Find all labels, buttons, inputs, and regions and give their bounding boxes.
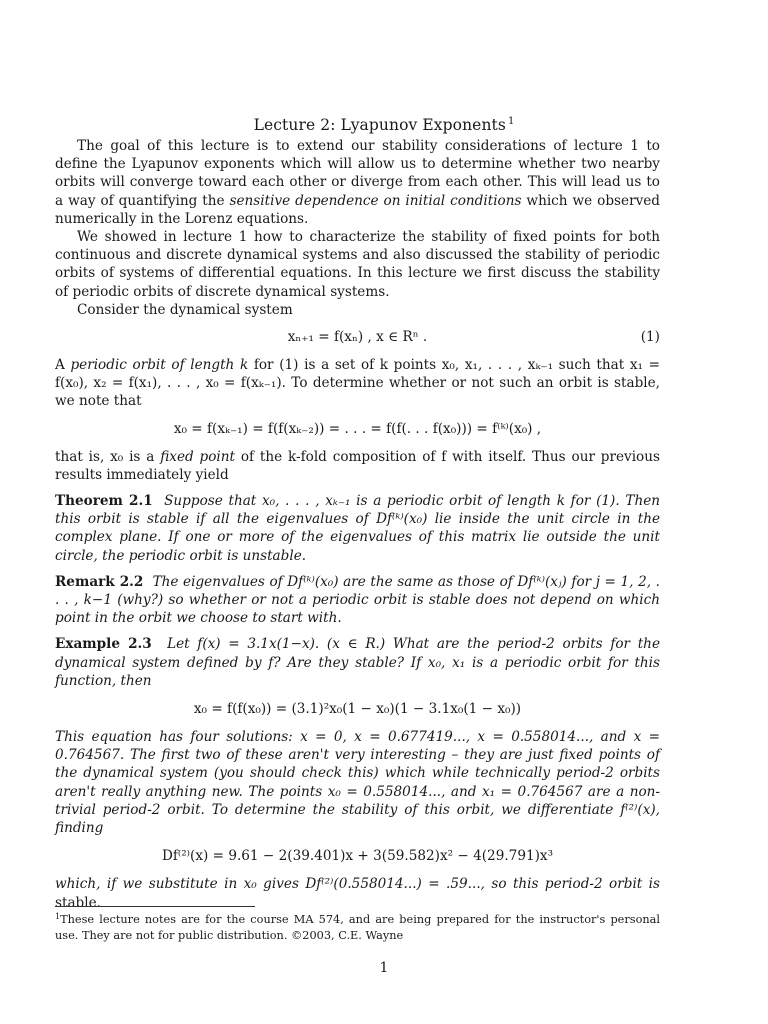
example-solutions: This equation has four solutions: x = 0, x = 0.677419..., x = 0.558014..., and x = 0.764567. The first two of these aren't very interesting – they are just fixed points of the dynamical system (you should check this) which while technically period-2 orbits aren't really anything new. The points x₀ = 0.558014..., and x₁ = 0.764567 are a non-trivial period-2 orbit. To determine the stability of this orbit, we differentiate f⁽²⁾(x), finding [55, 729, 660, 837]
footnote-divider [55, 906, 255, 907]
emphasis-text: sensitive dependence on initial conditions [229, 192, 522, 209]
text-span: which, if we substitute in x₀ gives Df⁽²⁾(0.558014...) = .59..., so this period-2 orbit is [55, 876, 660, 893]
paragraph-periodic-orbit [55, 356, 660, 411]
footnote [55, 909, 660, 943]
equation-1-body: xₙ₊₁ = f(xₙ) , x ∈ Rⁿ . [287, 329, 428, 346]
paragraph-intro [55, 137, 660, 228]
theorem-text: Suppose that x₀, . . . , xₖ₋₁ is a periodic orbit of length k for (1). Then this orbit is stable if all the eigenvalues of Df⁽ᵏ⁾(x₀) lie inside the unit circle in the complex plane. If one or more of the eigenvalues of this matrix lie outside the unit circle, the periodic orbit is unstable. [55, 493, 660, 564]
text-span: for (1) is a set of k points x₀, x₁, . . . , xₖ₋₁ such that x₁ = f(x₀), x₂ = f(x₁), . . . , x₀ = f(xₖ₋₁). To determine whether or not such an orbit is stable, we note that [55, 357, 660, 410]
example-text: Let f(x) = 3.1x(1−x). (x ∈ R.) What are the period-2 orbits for the dynamical system defined by f? Are they stable? If x₀, x₁ is a periodic orbit for this function, then [55, 636, 660, 689]
theorem-heading: Theorem 2.1 [55, 493, 153, 510]
example-2-3 [55, 635, 660, 690]
emphasis-text: periodic orbit of length k [70, 357, 249, 374]
equation-text: x₀ = f(f(x₀)) = (3.1)²x₀(1 − x₀)(1 − 3.1x₀(1 − x₀)) [193, 701, 522, 718]
remark-text: The eigenvalues of Df⁽ᵏ⁾(x₀) are the same as those of Df⁽ᵏ⁾(xⱼ) for j = 1, 2, . . . , k−1 (why?) so whether or not a periodic orbit is stable does not depend on which point in the orbit we choose to start with. [55, 573, 660, 627]
footnote-text: These lecture notes are for the course MA 574, and are being prepared for the instructor's personal use. They are not for public distribution. ©2003, C.E. Wayne [55, 913, 660, 942]
remark-2-2 [55, 573, 660, 628]
equation-text: Df⁽²⁾(x) = 9.61 − 2(39.401)x + 3(59.582)x² − 4(29.791)x³ [161, 848, 554, 865]
equation-1 [55, 326, 660, 348]
paragraph-consider: Consider the dynamical system [77, 301, 293, 318]
text-span: that is, x₀ is a [55, 448, 161, 465]
text-span: of the k-fold composition of f with itself. Thus our previous results immediately yield [55, 448, 660, 483]
equation-2 [55, 418, 660, 440]
page-number: 1 [379, 960, 389, 976]
main-text [55, 137, 660, 912]
footnote-mark: 1 [55, 912, 61, 921]
page-title [0, 116, 768, 134]
equation-1-number: (1) [640, 329, 660, 346]
spacer [55, 627, 660, 635]
text-span: A [55, 357, 71, 374]
title-text: Lecture 2: Lyapunov Exponents [253, 116, 506, 134]
example-equation-b [55, 846, 660, 866]
spacer [55, 484, 660, 492]
example-equation-a [55, 699, 660, 719]
emphasis-text: fixed point [160, 448, 235, 465]
equation-2-body: x₀ = f(xₖ₋₁) = f(f(xₖ₋₂)) = . . . = f(f(. . . f(x₀))) = f⁽ᵏ⁾(x₀) , [173, 420, 542, 437]
paragraph-lecture1: We showed in lecture 1 how to characterize the stability of fixed points for both continuous and discrete dynamical systems and also discussed the stability of periodic orbits of systems of differential equations. In this lecture we first discuss the stability of periodic orbits of discrete dynamical systems. [55, 229, 660, 300]
remark-heading: Remark 2.2 [55, 573, 144, 590]
title-footnote-mark: 1 [507, 116, 515, 127]
text-span: The goal of this lecture is to extend our stability considerations of lecture 1 to define the Lyapunov exponents which will allow us to determine whether two nearby orbits will converge toward each other or diverge from each other. This will lead us to a way of quantifying the [55, 138, 660, 209]
text-span: which we observed numerically in the Lorenz equations. [55, 192, 660, 227]
example-heading: Example 2.3 [55, 636, 152, 653]
spacer [55, 565, 660, 573]
paragraph-fixed-point [55, 448, 660, 484]
theorem-2-1 [55, 492, 660, 565]
text-span: stable. [55, 894, 101, 911]
